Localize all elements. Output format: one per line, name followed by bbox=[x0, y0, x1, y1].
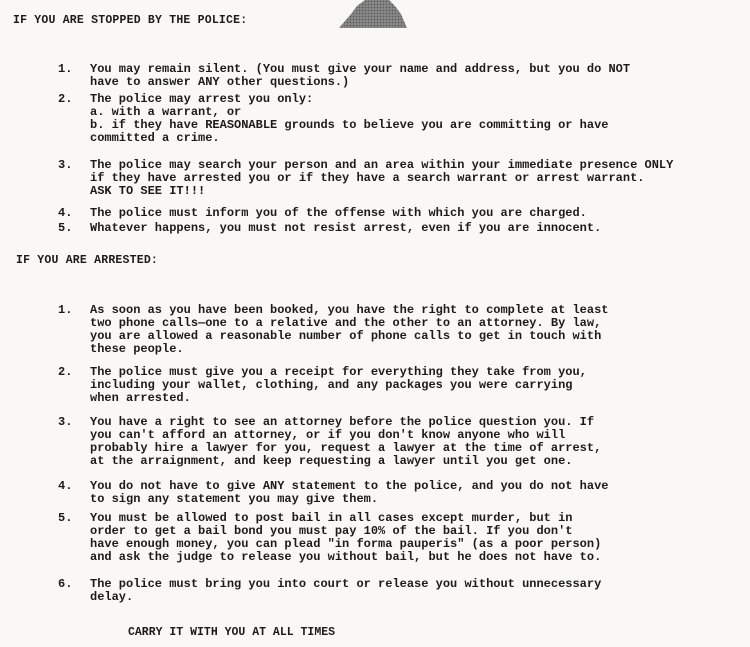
heading-if-arrested: IF YOU ARE ARRESTED: bbox=[16, 254, 159, 267]
stopped-item-3 bbox=[90, 159, 673, 198]
arrested-item-5-number: 5. bbox=[58, 511, 73, 525]
arrested-item-4-number: 4. bbox=[58, 479, 73, 493]
arrested-item-1-number: 1. bbox=[58, 303, 73, 317]
stopped-item-2-line-1: The police may arrest you only: bbox=[90, 92, 314, 106]
arrested-item-1-line-1: As soon as you have been booked, you have the right to complete at least bbox=[90, 303, 609, 317]
stopped-item-1 bbox=[90, 63, 630, 89]
arrested-item-3-line-4: at the arraignment, and keep requesting a lawyer until you get one. bbox=[90, 454, 573, 468]
arrested-item-3-number: 3. bbox=[58, 415, 73, 429]
stopped-item-3-line-3: ASK TO SEE IT!!! bbox=[90, 184, 206, 198]
stopped-item-2-line-3: b. if they have REASONABLE grounds to believe you are committing or have bbox=[90, 118, 609, 132]
stopped-item-3-line-1: The police may search your person and an area within your immediate presence ONLY bbox=[90, 158, 674, 172]
stopped-item-1-number: 1. bbox=[58, 62, 73, 76]
stopped-item-3-line-2: if they have arrested you or if they have a search warrant or arrest warrant. bbox=[90, 171, 645, 185]
stopped-item-5-line-1: Whatever happens, you must not resist arrest, even if you are innocent. bbox=[90, 221, 602, 235]
arrested-item-2-line-1: The police must give you a receipt for everything they take from you, bbox=[90, 365, 587, 379]
arrested-item-3-line-1: You have a right to see an attorney before the police question you. If bbox=[90, 415, 595, 429]
arrested-item-2-line-3: when arrested. bbox=[90, 391, 191, 405]
arrested-item-4-line-2: to sign any statement you may give them. bbox=[90, 492, 379, 506]
arrested-item-2 bbox=[90, 366, 587, 405]
torn-photo-fragment bbox=[337, 0, 409, 30]
stopped-item-4-line-1: The police must inform you of the offense with which you are charged. bbox=[90, 206, 587, 220]
stopped-item-4 bbox=[90, 207, 587, 220]
stopped-item-2-line-4: committed a crime. bbox=[90, 131, 220, 145]
arrested-item-1-line-2: two phone calls—one to a relative and the other to an attorney. By law, bbox=[90, 316, 602, 330]
arrested-item-2-line-2: including your wallet, clothing, and any packages you were carrying bbox=[90, 378, 573, 392]
stopped-item-2-line-2: a. with a warrant, or bbox=[90, 105, 242, 119]
arrested-item-3-line-3: probably hire a lawyer for you, request a lawyer at the time of arrest, bbox=[90, 441, 602, 455]
heading-if-stopped: IF YOU ARE STOPPED BY THE POLICE: bbox=[13, 14, 248, 27]
stopped-item-2-number: 2. bbox=[58, 92, 73, 106]
arrested-item-5 bbox=[90, 512, 601, 564]
arrested-item-5-line-2: order to get a bail bond you must pay 10% of the bail. If you don't bbox=[90, 524, 573, 538]
arrested-item-2-number: 2. bbox=[58, 365, 73, 379]
arrested-item-3 bbox=[90, 416, 601, 468]
arrested-item-1 bbox=[90, 304, 608, 356]
footer-carry-note: CARRY IT WITH YOU AT ALL TIMES bbox=[128, 626, 336, 639]
stopped-item-2 bbox=[90, 93, 608, 145]
arrested-item-1-line-3: you are allowed a reasonable number of phone calls to get in touch with bbox=[90, 329, 602, 343]
stopped-item-4-number: 4. bbox=[58, 206, 73, 220]
arrested-item-6 bbox=[90, 578, 601, 604]
arrested-item-6-line-2: delay. bbox=[90, 590, 134, 604]
stopped-item-1-line-1: You may remain silent. (You must give your name and address, but you do NOT bbox=[90, 62, 631, 76]
arrested-item-4 bbox=[90, 480, 608, 506]
arrested-item-5-line-3: have enough money, you can plead "in forma pauperis" (as a poor person) bbox=[90, 537, 602, 551]
arrested-item-3-line-2: you can't afford an attorney, or if you don't know anyone who will bbox=[90, 428, 566, 442]
stopped-item-5 bbox=[90, 222, 601, 235]
arrested-item-4-line-1: You do not have to give ANY statement to the police, and you do not have bbox=[90, 479, 609, 493]
arrested-item-6-number: 6. bbox=[58, 577, 73, 591]
stopped-item-5-number: 5. bbox=[58, 221, 73, 235]
stopped-item-3-number: 3. bbox=[58, 158, 73, 172]
arrested-item-1-line-4: these people. bbox=[90, 342, 184, 356]
arrested-item-5-line-1: You must be allowed to post bail in all cases except murder, but in bbox=[90, 511, 573, 525]
stopped-item-1-line-2: have to answer ANY other questions.) bbox=[90, 75, 350, 89]
arrested-item-6-line-1: The police must bring you into court or release you without unnecessary bbox=[90, 577, 602, 591]
arrested-item-5-line-4: and ask the judge to release you without bail, but he does not have to. bbox=[90, 550, 602, 564]
